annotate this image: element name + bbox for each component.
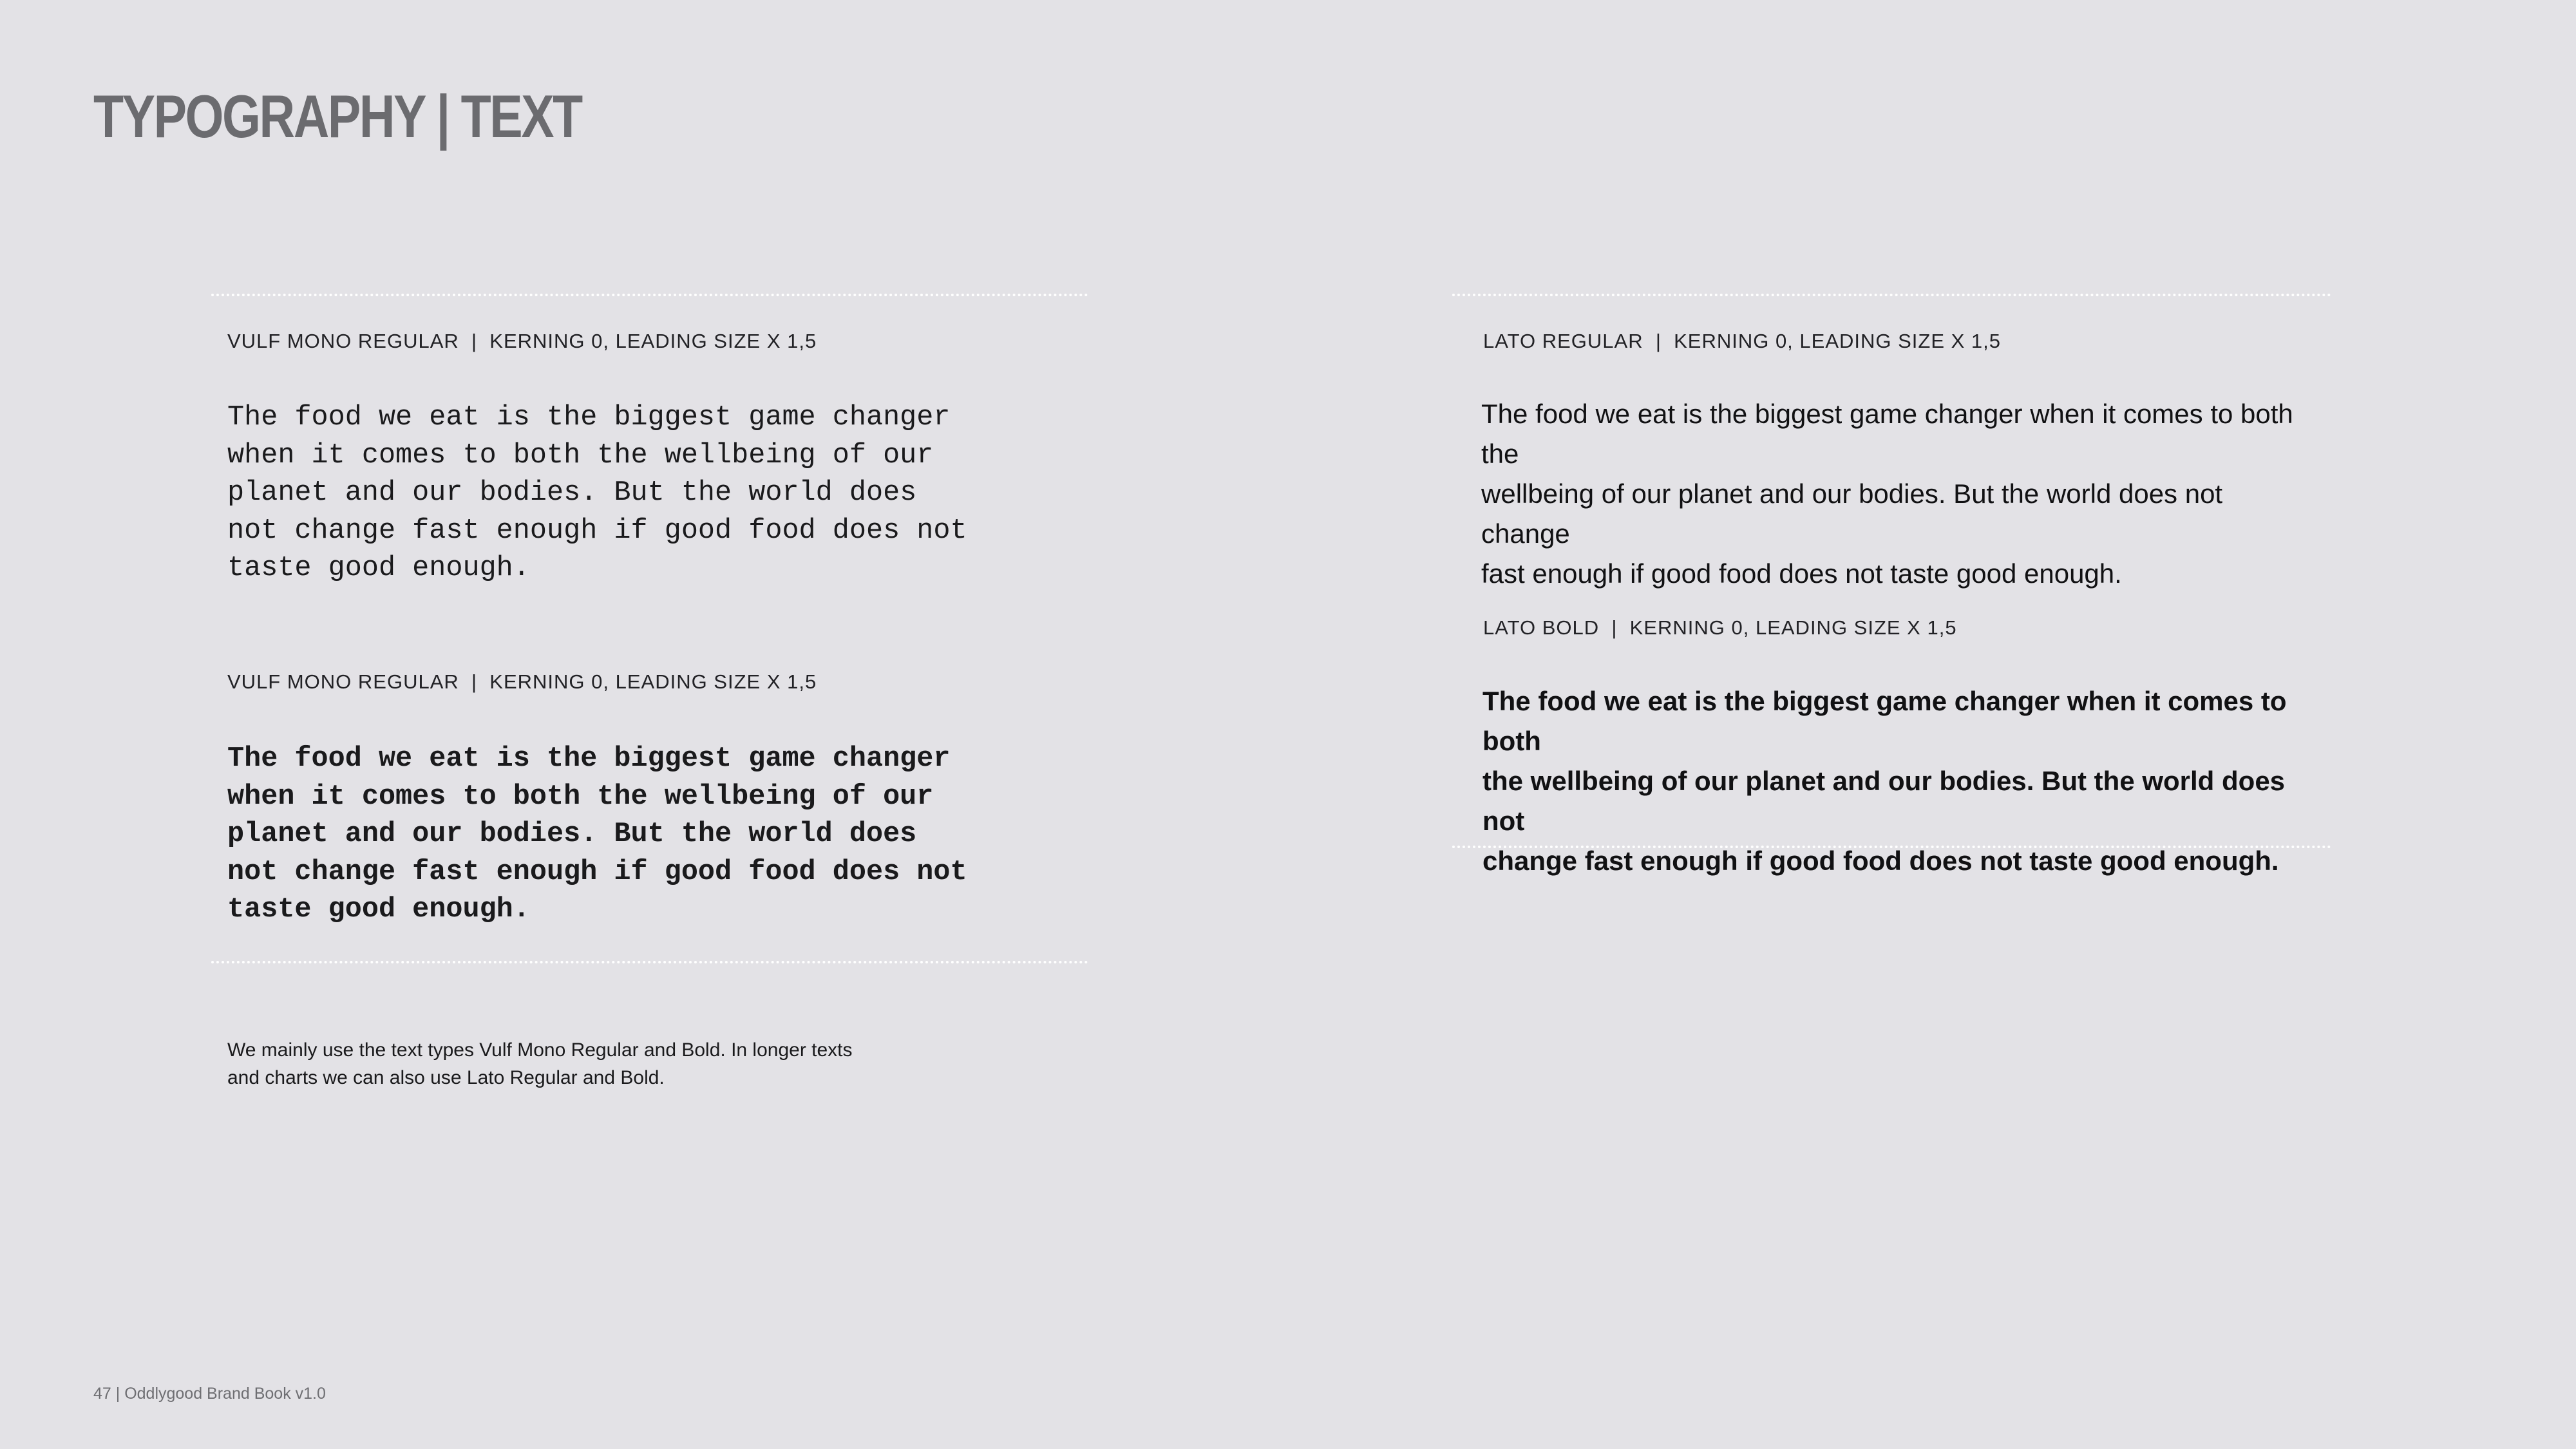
- right-bottom-divider: [1452, 846, 2331, 848]
- vulf-mono-bold-sample: [227, 741, 1065, 929]
- sample-line: The food we eat is the biggest game changer: [227, 743, 951, 775]
- sample-line: not change fast enough if good food does not: [227, 856, 967, 888]
- left-bottom-divider: [211, 961, 1088, 963]
- sample-line: fast enough if good food does not taste good enough.: [1481, 558, 2122, 589]
- sample-line: when it comes to both the wellbeing of our: [227, 439, 934, 471]
- page-title: TYPOGRAPHY | TEXT: [93, 82, 582, 150]
- sample-line: when it comes to both the wellbeing of our: [227, 781, 934, 813]
- sample-line: taste good enough.: [227, 553, 530, 584]
- sample-line: change fast enough if good food does not taste good enough.: [1482, 846, 2279, 876]
- vulf-mono-regular-sample: [227, 399, 1065, 588]
- sample-line: planet and our bodies. But the world does: [227, 477, 917, 509]
- sample-line: The food we eat is the biggest game changer: [227, 402, 951, 433]
- page-footer: 47 | Oddlygood Brand Book v1.0: [93, 1385, 326, 1403]
- sample-line: taste good enough.: [227, 894, 530, 925]
- sample-line: The food we eat is the biggest game changer when it comes to both: [1482, 686, 2287, 756]
- lato-bold-label: LATO BOLD | KERNING 0, LEADING SIZE X 1,5: [1483, 616, 1957, 639]
- right-top-divider: [1452, 294, 2331, 296]
- lato-bold-sample: [1482, 681, 2320, 881]
- usage-note: [227, 1036, 936, 1092]
- lato-regular-label: LATO REGULAR | KERNING 0, LEADING SIZE X 1,5: [1483, 330, 2002, 352]
- sample-line: the wellbeing of our planet and our bodies. But the world does not: [1482, 766, 2286, 836]
- lato-regular-sample: [1481, 394, 2318, 594]
- sample-line: not change fast enough if good food does not: [227, 515, 967, 547]
- note-line: We mainly use the text types Vulf Mono Regular and Bold. In longer texts: [227, 1039, 853, 1061]
- vulf-mono-regular-label: VULF MONO REGULAR | KERNING 0, LEADING SIZE X 1,5: [227, 330, 817, 352]
- sample-line: planet and our bodies. But the world does: [227, 819, 917, 850]
- note-line: and charts we can also use Lato Regular and Bold.: [227, 1067, 665, 1088]
- sample-line: The food we eat is the biggest game changer when it comes to both the: [1481, 399, 2293, 469]
- left-top-divider: [211, 294, 1088, 296]
- sample-line: wellbeing of our planet and our bodies. But the world does not change: [1481, 478, 2223, 549]
- vulf-mono-bold-label: VULF MONO REGULAR | KERNING 0, LEADING SIZE X 1,5: [227, 670, 817, 693]
